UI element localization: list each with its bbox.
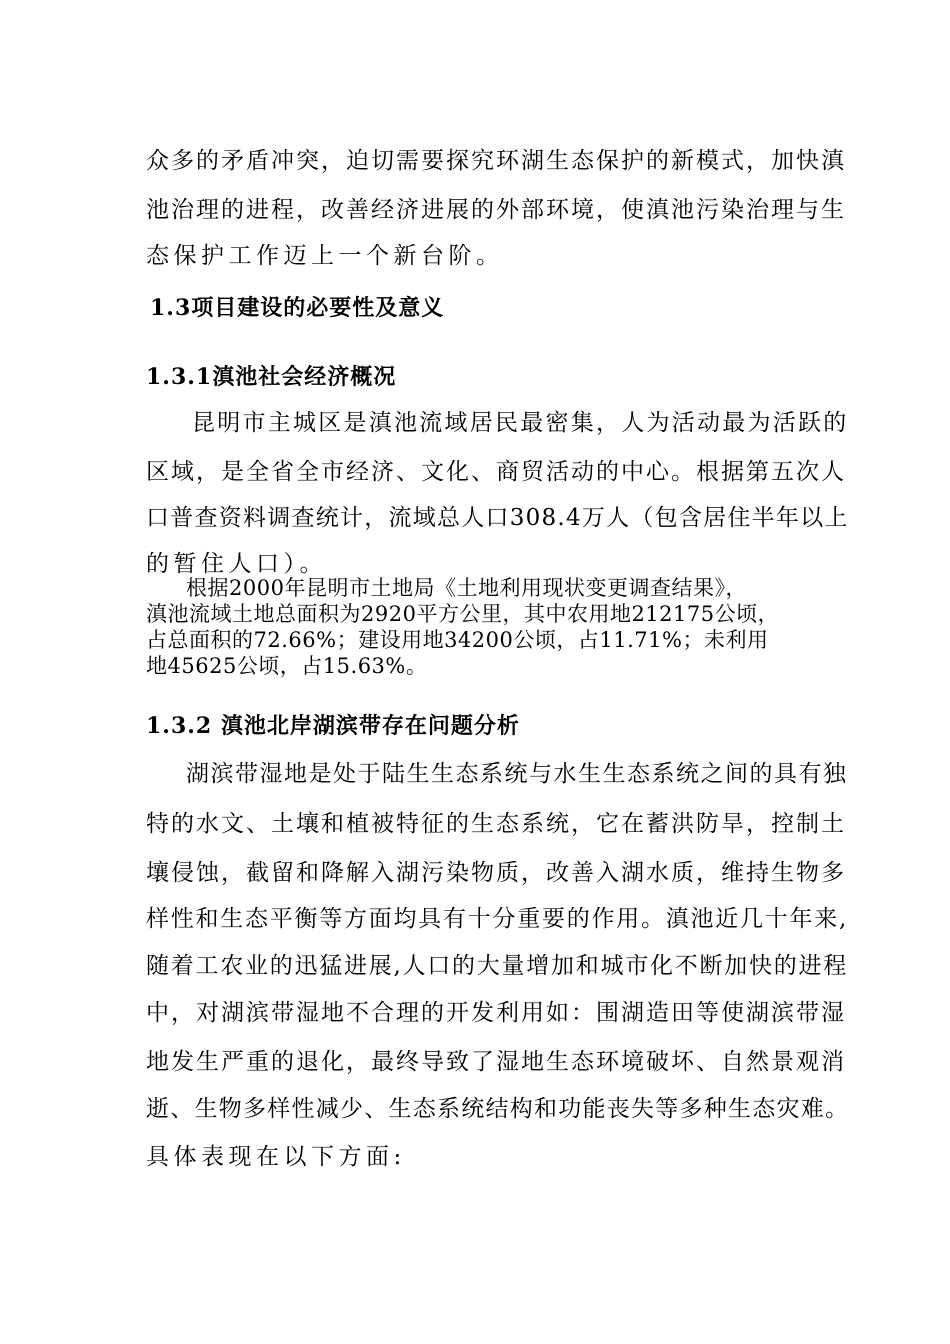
para-wetland-line-6: 中，对湖滨带湿地不合理的开发利用如：围湖造田等使湖滨带湿: [146, 1000, 846, 1026]
para-population-line-3: 口普查资料调查统计，流域总人口308.4万人（包含居住半年以上: [146, 505, 849, 531]
para-land-line-3: 占总面积的72.66%；建设用地34200公顷，占11.71%；未利用: [146, 628, 769, 652]
para-wetland-line-4: 样性和生态平衡等方面均具有十分重要的作用。滇池近几十年来,: [146, 906, 849, 932]
para-land-line-1: 根据2000年昆明市土地局《土地利用现状变更调查结果》，: [186, 576, 747, 600]
para-wetland-line-1: 湖滨带湿地是处于陆生生态系统与水生生态系统之间的具有独: [186, 761, 848, 787]
section-heading-1-3-1: 1.3.1滇池社会经济概况: [146, 364, 397, 390]
para-population-line-1: 昆明市主城区是滇池流域居民最密集，人为活动最为活跃的: [192, 410, 849, 436]
para-wetland-line-7: 地发生严重的退化，最终导致了湿地生态环境破坏、自然景观消: [146, 1049, 846, 1075]
intro-line-3: 态保护工作迈上一个新台阶。: [146, 243, 504, 269]
section-heading-1-3: 1.3项目建设的必要性及意义: [150, 295, 445, 321]
para-land-line-2: 滇池流域土地总面积为2920平方公里，其中农用地212175公顷，: [146, 602, 780, 626]
para-land-line-4: 地45625公顷，占15.63%。: [146, 654, 428, 678]
para-wetland-line-2: 特的水文、土壤和植被特征的生态系统，它在蓄洪防旱，控制土: [146, 811, 846, 837]
intro-line-1: 众多的矛盾冲突，迫切需要探究环湖生态保护的新模式，加快滇: [146, 148, 846, 174]
para-wetland-line-8: 逝、生物多样性减少、生态系统结构和功能丧失等多种生态灾难。: [146, 1096, 850, 1122]
para-wetland-line-9: 具体表现在以下方面:: [146, 1144, 406, 1170]
para-population-line-4: 的暂住人口）。: [146, 551, 327, 577]
intro-line-2: 池治理的进程，改善经济进展的外部环境，使滇池污染治理与生: [146, 197, 846, 223]
section-heading-1-3-2: 1.3.2 滇池北岸湖滨带存在问题分析: [146, 713, 520, 739]
para-wetland-line-3: 壤侵蚀，截留和降解入湖污染物质，改善入湖水质，维持生物多: [146, 860, 846, 886]
para-wetland-line-5: 随着工农业的迅猛进展,人口的大量增加和城市化不断加快的进程: [146, 953, 849, 979]
para-population-line-2: 区域，是全省全市经济、文化、商贸活动的中心。根据第五次人: [146, 459, 846, 485]
